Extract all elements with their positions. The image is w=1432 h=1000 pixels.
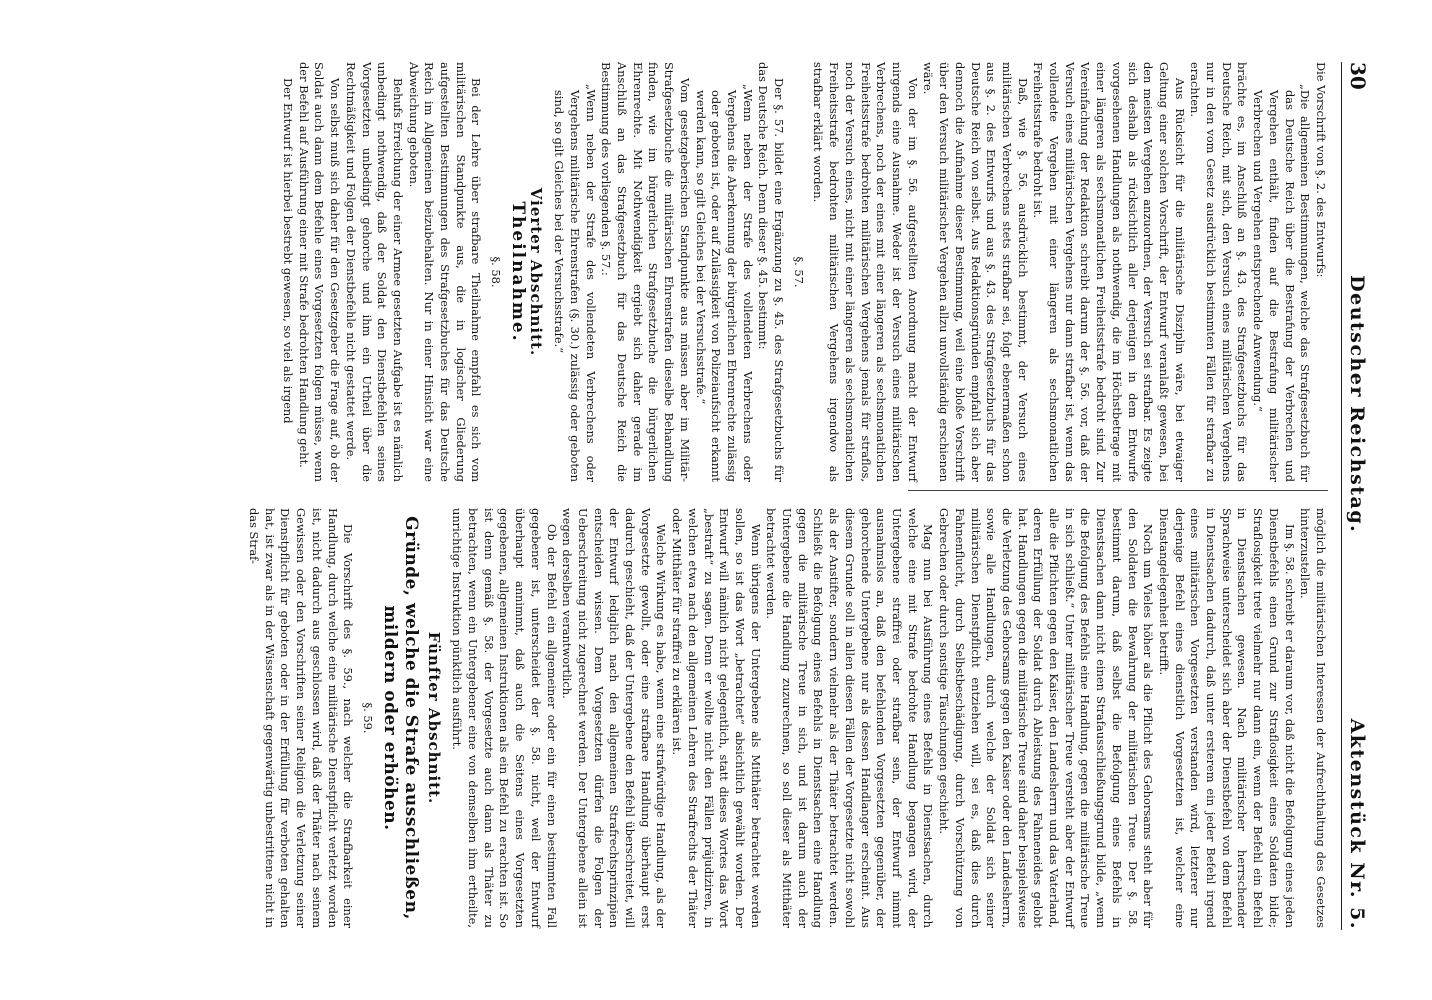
right-column bbox=[245, 508, 1328, 928]
paragraph: Die Vorschrift von §. 2. des Entwurfs: bbox=[1314, 62, 1328, 278]
section-subtitle: Gründe, welche die Strafe ausschließen, mildern oder erhöhen. bbox=[379, 516, 421, 920]
column-divider bbox=[908, 490, 1328, 491]
running-title-right: Aktenstück Nr. 5. bbox=[1346, 718, 1368, 930]
page-header bbox=[1341, 62, 1378, 930]
paragraph: Bei der Lehre über strafbare Theilnahme empfahl es sich vom militärischen Standpunkte aus, die in logischer Gliederung aufgestellten Bestimmungen des Strafgesetzbuches für das Deutsche Reich im Allgemeinen beizubehalten. Nur in einer Hinsicht war eine Abweichung geboten. bbox=[406, 62, 484, 482]
section-title: Fünfter Abschnitt. bbox=[424, 631, 443, 805]
paragraph: Der Entwurf ist hierbei bestrebt gewesen, so viel als irgend bbox=[281, 78, 295, 424]
paragraph: Der §. 57. bildet eine Ergänzung zu §. 45. des Strafgesetzbuchs für das Deutsche Reich. Denn dieser §. 45. bestimmt: bbox=[756, 62, 787, 482]
section-title: Vierter Abschnitt. bbox=[526, 187, 545, 357]
paragraph: Ob der Befehl ein allgemeiner oder ein für einen bestimmten Fall gegebener ist, unterscheidet der §. 58. nicht, weil der Entwurf überhaupt annimmt, daß auch die Seitens eines Vorgesetzten gegebenen, allgemeinen Instruktionen als ein Befehl zu erachten ist. So ist denn gemäß §. 58. der Vorgesetzte auch dann als Thäter zu betrachten, wenn ein Untergebener eine von demselben ihm ertheilte, unrichtige Instruktion pünktlich ausführt. bbox=[450, 508, 559, 928]
paragraph: Aus Rücksicht für die militärische Disziplin wäre, bei etwaiger Geltung einer solchen Vorschrift, der Entwurf veranlaßt gewesen, bei den meisten Vergehen anzuordnen, der Versuch sei strafbar. Es zeigte sich deshalb als rücksichtlich aller derjenigen in dem Entwurfe vorgesehenen Handlungen als nothwendig, die im Höchstbetrage mit einer längeren als sechsmonatlichen Freiheitsstrafe bedroht sind. Zur Vereinfachung der Redaktion schreibt darum der §. 56. vor, daß der Versuch eines militärischen Vergehens nur dann strafbar ist, wenn das vollendete Vergehen mit einer längeren als sechsmonatlichen Freiheitsstrafe bedroht ist. bbox=[1031, 62, 1187, 482]
paragraph: Mag nun bei Ausführung eines Befehls in Dienstsachen, durch welche eine mit Strafe bedrohte Handlung begangen wird, der Untergebene straffrei oder strafbar sein, der Entwurf nimmt ausnahmslos an, daß den befehlenden Vorgesetzten gegenüber, der gehorchende Untergebene nur als dessen Handlanger erscheint. Aus diesem Grunde soll in allen diesen Fällen der Vorgesetzte nicht sowohl als der Anstifter, sondern vielmehr als der Thäter betrachtet werden. Schließt die Befolgung eines Befehls in Dienstsachen eine Handlung gegen die militärische Treue in sich, und ist darum auch der Untergebene die Handlung zuzurechnen, so soll dieser als Mitthäter betrachtet werden. bbox=[764, 508, 936, 928]
paragraph: Im §. 58. schreibt er daraum vor, daß nicht die Befolgung eines jeden Dienstbefehls einen Grund zur Straflosigkeit eines Soldaten bilde; Straflosigkeit trete vielmehr nur dann ein, wenn der Befehl ein Befehl in Dienstsachen gewesen. Nach militärischer herrschender Sprachweise unterscheidet sich aber der Dienstbefehl von dem Befehl in Dienstsachen dadurch, daß unter ersterem ein jeder Befehl irgend eines militärischen Vorgesetzten verstanden wird, letzterer nur derjenige Befehl eines dienstlich Vorgesetzten ist, welcher eine Dienstangelegenheit betrifft. bbox=[1156, 508, 1297, 928]
paragraph: Von der im §. 56. aufgestellten Anordnung macht der Entwurf nirgends eine Ausnahme. Weder ist der Versuch eines militärischen Verbrechens, noch der eines mit einer längeren als sechsmonatlichen Freiheitsstrafe bedrohten militärischen Vergehens jemals für straflos, noch der Versuch eines, nicht mit einer längeren als sechsmonatlichen Freiheitsstrafe bedrohten militärischen Vergehens irgendwo als strafbar erklärt worden. bbox=[811, 62, 920, 482]
page-number: 30 bbox=[1346, 62, 1370, 90]
paragraph: Welche Wirkung es habe, wenn eine strafwürdige Handlung, als der Vorgesetzte gewollt, oder eine strafbare Handlung überhaupt erst dadurch geschieht, daß der Untergebene den Befehl überschreitet, will der Entwurf lediglich nach den allgemeinen Strafrechtsprinzipien entscheiden wissen. Dem Vorgesetzten dürfen die Folgen der Ueberschreitung nicht zugerechnet werden. Der Untergebene allein ist wegen derselben verantwortlich. bbox=[560, 508, 669, 928]
section-subtitle: Theilnahme. bbox=[507, 201, 528, 343]
paragraph: Von selbst muß sich daher für den Gesetzgeber die Frage auf, ob der Soldat auch dann dem Befehle eines Vorgesetzten folgen müsse, wenn der Befehl auf Ausführung einer mit Strafe bedrohten Handlung geht. bbox=[296, 62, 343, 482]
paragraph-number: §. 59. bbox=[360, 702, 375, 734]
paragraph: Daß, wie §. 56. ausdrücklich bestimmt, der Versuch eines militärischen Verbrechens stets strafbar sei, folgt ebenermaßen schon aus §. 2. des Entwurfs und aus §. 43. des Strafgesetzbuchs für das Deutsche Reich von selbst. Aus Redaktionsgründen empfahl sich aber dennoch die Aufnahme dieser Bestimmung, weil eine bloße Vorschrift über den Versuch militärischer Vergehen allzu unvollständig erschienen wäre. bbox=[921, 62, 1030, 482]
quotation: „Wenn neben der Strafe des vollendeten Verbrechens oder Vergehens die Aberkennung der bürgerlichen Ehrenrechte zulässig oder geboten ist, oder auf Zulässigkeit von Polizeiaufsicht erkannt werden kann, so gilt Gleiches bei der Versuchsstrafe.“ bbox=[693, 84, 755, 482]
quotation: „Wenn neben der Strafe des vollendeten Verbrechens oder Vergehens militärische Ehrenstrafen (§. 30.) zulässig oder geboten sind, so gilt Gleiches bei der Versuchsstrafe.“ bbox=[552, 84, 598, 482]
paragraph: möglich die militärischen Interessen der Aufrechthaltung des Gesetzes hinterzustellen. bbox=[1298, 508, 1328, 928]
paragraph: Die Vorschrift des §. 59., nach welcher die Strafbarkeit einer Handlung, durch welche eine militärische Dienstpflicht verletzt worden ist, nicht dadurch aus geschlossen wird, daß der Thäter nach seinem Gewissen oder den Vorschriften seiner Religion die Verletzung seiner Dienstpflicht für geboten oder in der Erfüllung für verboten gehalten hat, ist zwar als in der Wissenschaft gegenwärtig unbestrittene nicht in das Straf- bbox=[247, 508, 356, 928]
paragraph: Vom gesetzgeberischen Standpunkte aus müssen aber im Militär-Strafgesetzbuche die militärischen Ehrenstrafen dieselbe Behandlung finden, wie im bürgerlichen Strafgesetzbuche die bürgerlichen Ehrenrechte. Mit Nothwendigkeit ergiebt sich daher gerade im Anschluß an das Strafgesetzbuch für das Deutsche Reich die Bestimmung des vorliegenden §. 57.: bbox=[599, 62, 692, 482]
paragraph: brächte es, im Anschluß an §. 43. des Strafgesetzbuchs für das Deutsche Reich, mit sich, den Versuch eines militärischen Vergehens nur in den vom Gesetz ausdrücklich bestimmten Fällen für strafbar zu erachten. bbox=[1188, 62, 1250, 482]
running-title-left: Deutscher Reichstag. bbox=[1346, 275, 1368, 534]
quotation: „Die allgemeinen Bestimmungen, welche das Strafgesetzbuch für das Deutsche Reich über die Bestrafung der Verbrechen und Vergehen enthält, finden auf die Bestrafung militärischer Verbrechen und Vergehen entsprechende Anwendung.“ bbox=[1251, 84, 1313, 482]
paragraph-number: §. 57. bbox=[791, 256, 806, 288]
paragraph: Noch um Vieles höher als die Pflicht des Gehorsams steht aber für den Soldaten die Bewahrung der militärischen Treue. Der §. 58. bestimmt darum, daß selbst die Befolgung eines Befehls in Dienstsachen dann nicht einen Strafausschließungsgrund bilde, „wenn die Befolgung des Befehls eine Handlung, gegen die militärische Treue in sich schließt.“ Unter militärischer Treue versteht aber der Entwurf alle die Pflichten gegen den Kaiser, den Landesherrn und das Vaterland, deren Erfüllung der Soldat durch Ableistung des Fahneneides gelobt hat. Handlungen gegen die militärische Treue sind daher beispielsweise die Verletzung des Gehorsams gegen den Kaiser oder den Landesherrn, sowie alle Handlungen, durch welche der Soldat sich seiner militärischen Dienstpflicht entziehen will, sei es, daß dies durch Fahnenflucht, durch Selbstbeschädigung, durch Vorschützung von Gebrechen oder durch sonstige Täuschungen geschieht. bbox=[937, 508, 1156, 928]
paragraph: Wenn übrigens der Untergebene als Mitthäter betrachtet werden sollen, so ist das Wort „betrachtet“ absichtlich gewählt worden. Der Entwurf will nämlich nicht gelegentlich, statt dieses Wortes das Wort „bestraft“ zu sagen. Denn er wollte nicht den Fällen präjudiziren, in welchen etwa nach den allgemeinen Lehren des Strafrechts der Thäter oder Mitthäter für straffrei zu erklären ist. bbox=[670, 508, 763, 928]
left-column bbox=[279, 62, 1328, 482]
paragraph-number: §. 58. bbox=[489, 256, 504, 288]
paragraph: Behufs Erreichung der einer Armee gesetzten Aufgabe ist es nämlich unbedingt nothwendig, daß der Soldat den Dienstbefehlen seines Vorgesetzten unbedingt gehorche und ihm ein Urtheil über die Rechtmäßigkeit und Folgen der Dienstbefehle nicht gestattet werde. bbox=[343, 62, 405, 482]
